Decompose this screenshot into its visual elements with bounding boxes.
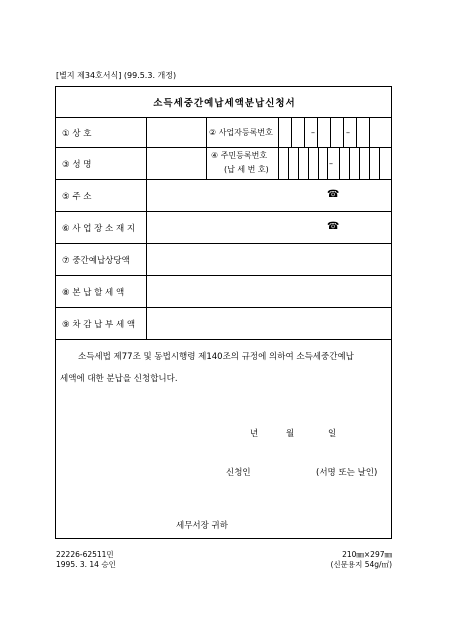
digit-box-line — [304, 117, 305, 147]
tax-number-label: (납 세 번 호) — [224, 165, 269, 174]
approval-date: 1995. 3. 14 승인 — [56, 560, 116, 569]
divider — [56, 211, 391, 212]
digit-box-line — [379, 147, 380, 179]
column-divider — [146, 117, 147, 339]
digit-box-line — [349, 147, 350, 179]
divider — [56, 307, 391, 308]
phone-icon: ☎ — [327, 189, 340, 200]
signature-label: (서명 또는 날인) — [316, 468, 378, 478]
paper-size: 210㎜×297㎜ — [342, 550, 392, 559]
divider — [56, 339, 391, 340]
column-divider — [278, 117, 279, 179]
date-year: 년 — [250, 429, 259, 439]
digit-box-line — [369, 147, 370, 179]
digit-box-line — [291, 117, 292, 147]
applicant-label: 신청인 — [226, 468, 251, 478]
divider — [56, 117, 391, 118]
digit-box-line — [343, 117, 344, 147]
net-payment-label: ⑨ 차 감 납 부 세 액 — [62, 320, 136, 330]
divider — [56, 243, 391, 244]
installment-tax-label: ⑧ 본 납 할 세 액 — [62, 288, 125, 298]
digit-box-line — [317, 117, 318, 147]
statement-line2: 세액에 대한 분납을 신청합니다. — [60, 374, 178, 384]
column-divider — [206, 117, 207, 179]
form-title: 소득세중간예납세액분납신청서 — [153, 98, 296, 109]
interim-prepayment-label: ⑦ 중간예납상당액 — [62, 256, 130, 266]
divider — [56, 147, 391, 148]
application-form — [55, 86, 392, 539]
divider — [56, 179, 391, 180]
form-reference: [별지 제34호서식] (99.5.3. 개정) — [56, 71, 177, 80]
name-label: ③ 성 명 — [62, 160, 92, 170]
date-month: 월 — [286, 429, 295, 439]
resident-dash: – — [329, 159, 333, 168]
business-location-label: ⑥ 사 업 장 소 재 지 — [62, 224, 136, 234]
digit-box-line — [359, 147, 360, 179]
resident-number-label: ④ 주민등록번호 — [211, 151, 268, 160]
digit-box-line — [330, 117, 331, 147]
reg-dash: – — [311, 128, 315, 137]
digit-box-line — [298, 147, 299, 179]
divider — [56, 275, 391, 276]
digit-box-line — [339, 147, 340, 179]
reg-dash: – — [346, 128, 350, 137]
trade-name-label: ① 상 호 — [62, 129, 92, 139]
digit-box-line — [369, 117, 370, 147]
phone-icon: ☎ — [327, 221, 340, 232]
digit-box-line — [288, 147, 289, 179]
form-code: 22226-62511민 — [56, 550, 114, 559]
statement-line1: 소득세법 제77조 및 동법시행령 제140조의 규정에 의하여 소득세중간예납 — [78, 352, 354, 362]
address-label: ⑤ 주 소 — [62, 192, 92, 202]
business-reg-label: ② 사업자등록번호 — [209, 128, 273, 137]
digit-box-line — [308, 147, 309, 179]
date-day: 일 — [328, 429, 337, 439]
recipient-label: 세무서장 귀하 — [176, 521, 228, 531]
digit-box-line — [318, 147, 319, 179]
digit-box-line — [356, 117, 357, 147]
digit-box-line — [327, 147, 328, 179]
paper-type: (신문용지 54g/㎡) — [330, 560, 392, 569]
